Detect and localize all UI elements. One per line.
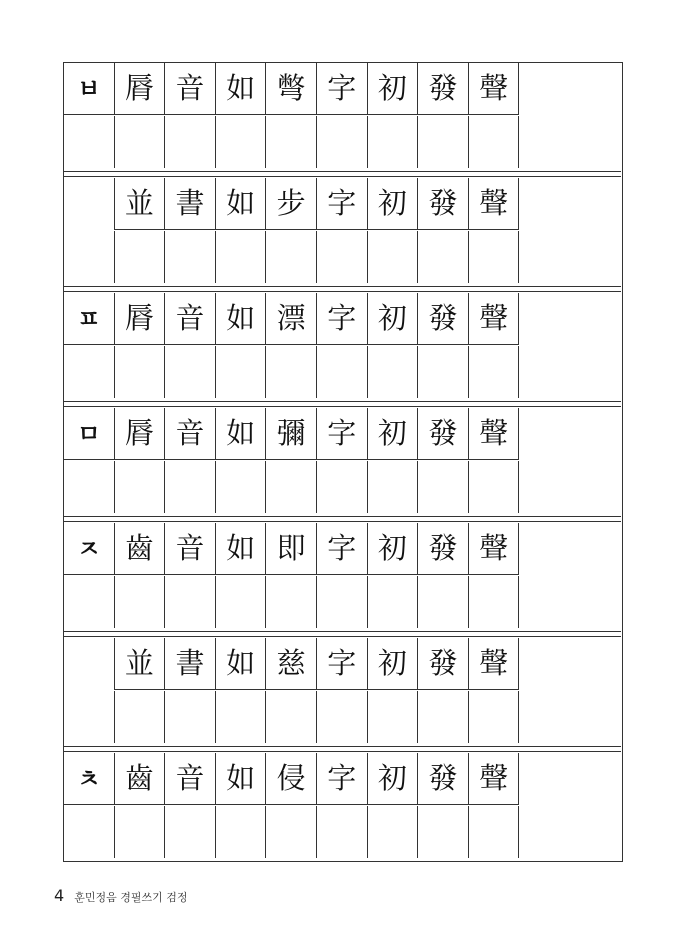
practice-row-block (64, 638, 621, 745)
writing-box[interactable] (115, 346, 166, 398)
hanja-cell: 字 (317, 638, 368, 690)
hanja-cell: 並 (115, 638, 166, 690)
hanja-cell: 聲 (469, 293, 520, 345)
writing-box[interactable] (469, 461, 520, 513)
hanja-cell: 字 (317, 523, 368, 575)
practice-row-block (64, 408, 621, 515)
row-separator (64, 516, 621, 522)
hanja-cell: 聲 (469, 408, 520, 460)
writing-box[interactable] (216, 116, 267, 168)
practice-row-block (64, 63, 621, 170)
writing-box[interactable] (418, 346, 469, 398)
jamo-cell (64, 638, 115, 690)
hanja-cell: 聲 (469, 753, 520, 805)
writing-box[interactable] (368, 461, 419, 513)
writing-box[interactable] (165, 116, 216, 168)
jamo-cell: ㅊ (64, 753, 115, 805)
jamo-cell: ㅂ (64, 63, 115, 115)
hanja-cell: 齒 (115, 753, 166, 805)
row-separator (64, 401, 621, 407)
writing-box[interactable] (115, 691, 166, 743)
writing-box[interactable] (216, 461, 267, 513)
hanja-cell: 聲 (469, 523, 520, 575)
writing-box[interactable] (317, 461, 368, 513)
writing-box[interactable] (469, 116, 520, 168)
hanja-cell: 發 (418, 178, 469, 230)
writing-box[interactable] (64, 116, 115, 168)
hanja-cell: 初 (368, 178, 419, 230)
writing-box[interactable] (216, 576, 267, 628)
hanja-cell: 初 (368, 408, 419, 460)
hanja-cell: 聲 (469, 63, 520, 115)
hanja-cell: 如 (216, 753, 267, 805)
writing-box[interactable] (64, 576, 115, 628)
writing-box[interactable] (418, 231, 469, 283)
jamo-cell: ㅁ (64, 408, 115, 460)
hanja-cell: 音 (165, 63, 216, 115)
page-number: 4 (54, 886, 65, 905)
writing-box[interactable] (418, 116, 469, 168)
writing-box[interactable] (317, 346, 368, 398)
hanja-cell: 即 (266, 523, 317, 575)
hanja-cell: 慈 (266, 638, 317, 690)
hanja-cell: 彆 (266, 63, 317, 115)
writing-box[interactable] (368, 806, 419, 858)
writing-box[interactable] (64, 346, 115, 398)
hanja-cell: 發 (418, 638, 469, 690)
writing-box[interactable] (418, 806, 469, 858)
hanja-cell: 如 (216, 523, 267, 575)
hanja-cell: 音 (165, 408, 216, 460)
book-title: 훈민정음 경필쓰기 검정 (74, 891, 188, 904)
hanja-cell: 書 (165, 638, 216, 690)
hanja-cell: 發 (418, 293, 469, 345)
writing-box[interactable] (469, 576, 520, 628)
writing-box[interactable] (368, 346, 419, 398)
hanja-cell: 如 (216, 178, 267, 230)
hanja-cell: 初 (368, 63, 419, 115)
writing-box[interactable] (266, 576, 317, 628)
jamo-cell: ㅈ (64, 523, 115, 575)
hanja-cell: 初 (368, 753, 419, 805)
writing-box[interactable] (165, 691, 216, 743)
writing-box[interactable] (266, 461, 317, 513)
row-separator (64, 286, 621, 292)
writing-box[interactable] (266, 231, 317, 283)
writing-box[interactable] (317, 576, 368, 628)
hanja-cell: 音 (165, 293, 216, 345)
hanja-cell: 如 (216, 408, 267, 460)
hanja-cell: 字 (317, 63, 368, 115)
hanja-cell: 如 (216, 638, 267, 690)
hanja-cell: 發 (418, 63, 469, 115)
writing-box[interactable] (216, 691, 267, 743)
hanja-cell: 彌 (266, 408, 317, 460)
writing-box[interactable] (368, 231, 419, 283)
writing-box[interactable] (165, 806, 216, 858)
writing-box[interactable] (64, 691, 115, 743)
writing-box[interactable] (115, 461, 166, 513)
jamo-cell: ㅍ (64, 293, 115, 345)
writing-box[interactable] (368, 116, 419, 168)
writing-box[interactable] (115, 116, 166, 168)
writing-box[interactable] (216, 231, 267, 283)
practice-row-block (64, 753, 621, 860)
hanja-cell: 如 (216, 63, 267, 115)
writing-box[interactable] (165, 576, 216, 628)
writing-box[interactable] (266, 806, 317, 858)
hanja-cell: 如 (216, 293, 267, 345)
writing-box[interactable] (469, 806, 520, 858)
hanja-cell: 齒 (115, 523, 166, 575)
hanja-cell: 脣 (115, 293, 166, 345)
hanja-cell: 並 (115, 178, 166, 230)
hanja-cell: 發 (418, 523, 469, 575)
jamo-cell (64, 178, 115, 230)
hanja-cell: 初 (368, 293, 419, 345)
writing-box[interactable] (317, 691, 368, 743)
hanja-cell: 音 (165, 523, 216, 575)
hanja-cell: 書 (165, 178, 216, 230)
hanja-cell: 字 (317, 293, 368, 345)
writing-box[interactable] (216, 346, 267, 398)
writing-box[interactable] (317, 116, 368, 168)
practice-row-block (64, 523, 621, 630)
practice-row-block (64, 293, 621, 400)
writing-box[interactable] (216, 806, 267, 858)
hanja-cell: 步 (266, 178, 317, 230)
writing-box[interactable] (165, 346, 216, 398)
writing-box[interactable] (266, 691, 317, 743)
writing-box[interactable] (469, 346, 520, 398)
hanja-cell: 漂 (266, 293, 317, 345)
row-separator (64, 746, 621, 752)
hanja-cell: 脣 (115, 408, 166, 460)
hanja-cell: 聲 (469, 178, 520, 230)
practice-sheet (63, 62, 623, 862)
writing-box[interactable] (418, 461, 469, 513)
writing-box[interactable] (64, 461, 115, 513)
writing-box[interactable] (115, 806, 166, 858)
writing-box[interactable] (469, 231, 520, 283)
hanja-cell: 音 (165, 753, 216, 805)
writing-box[interactable] (115, 576, 166, 628)
writing-box[interactable] (266, 116, 317, 168)
practice-row-block (64, 178, 621, 285)
writing-box[interactable] (418, 576, 469, 628)
writing-box[interactable] (469, 691, 520, 743)
writing-box[interactable] (368, 691, 419, 743)
writing-box[interactable] (317, 806, 368, 858)
hanja-cell: 聲 (469, 638, 520, 690)
hanja-cell: 字 (317, 408, 368, 460)
writing-box[interactable] (368, 576, 419, 628)
writing-box[interactable] (64, 806, 115, 858)
hanja-cell: 字 (317, 178, 368, 230)
hanja-cell: 侵 (266, 753, 317, 805)
writing-box[interactable] (115, 231, 166, 283)
writing-box[interactable] (418, 691, 469, 743)
hanja-cell: 字 (317, 753, 368, 805)
writing-box[interactable] (266, 346, 317, 398)
row-separator (64, 631, 621, 637)
writing-box[interactable] (317, 231, 368, 283)
page-footer (54, 886, 187, 905)
writing-box[interactable] (165, 231, 216, 283)
hanja-cell: 發 (418, 408, 469, 460)
writing-box[interactable] (165, 461, 216, 513)
writing-box[interactable] (64, 231, 115, 283)
row-separator (64, 171, 621, 177)
hanja-cell: 初 (368, 523, 419, 575)
hanja-cell: 脣 (115, 63, 166, 115)
hanja-cell: 發 (418, 753, 469, 805)
hanja-cell: 初 (368, 638, 419, 690)
